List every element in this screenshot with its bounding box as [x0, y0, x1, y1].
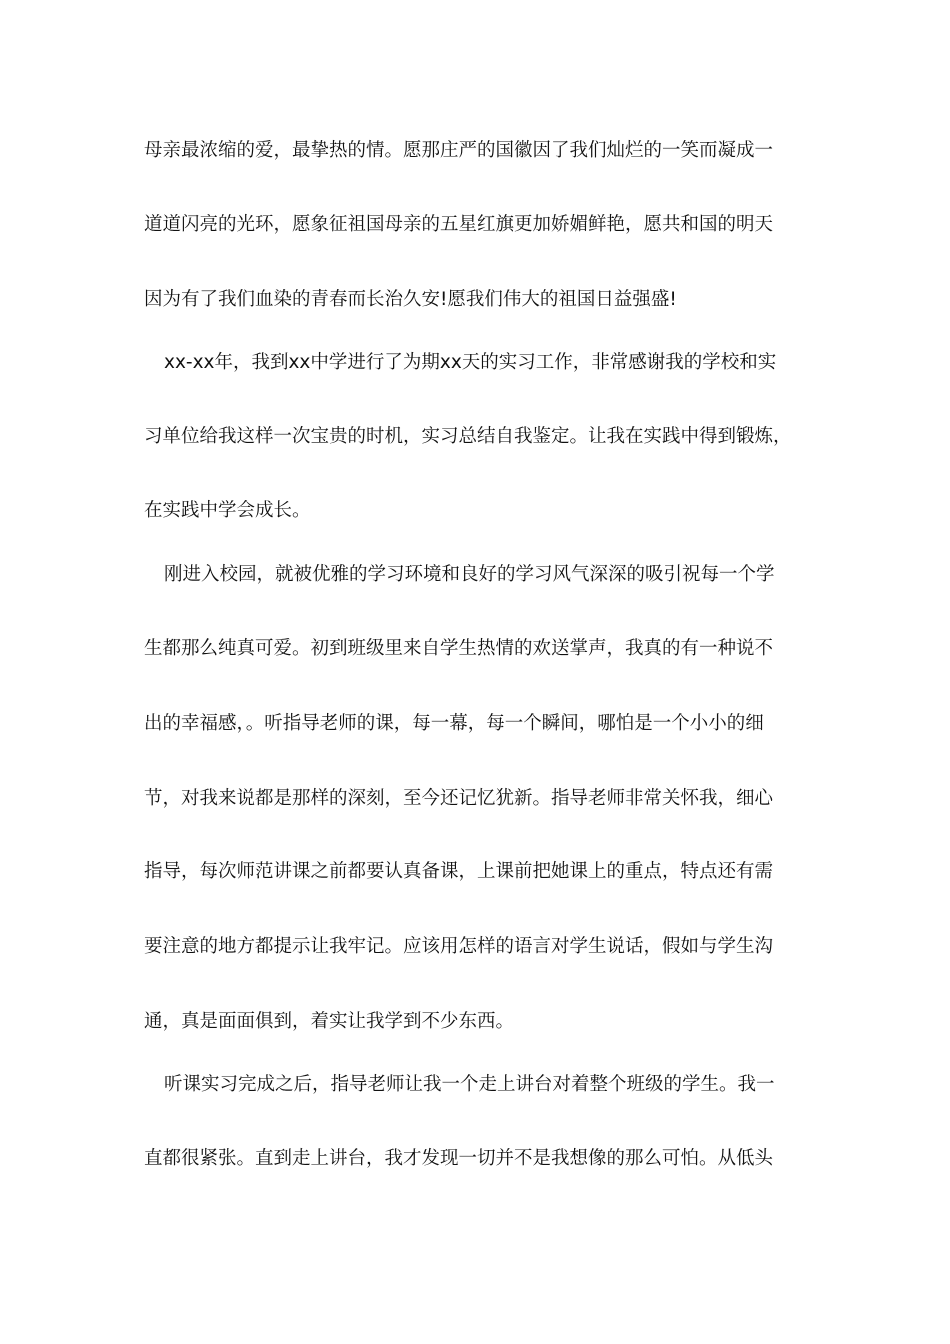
text-line: 习单位给我这样一次宝贵的时机，实习总结自我鉴定。让我在实践中得到锻炼， — [144, 426, 792, 447]
text-line: xx-xx年，我到xx中学进行了为期xx天的实习工作，非常感谢我的学校和实 — [164, 352, 777, 373]
text-line: 因为有了我们血染的青春而长治久安!愿我们伟大的祖国日益强盛! — [144, 289, 677, 310]
text-line: 指导，每次师范讲课之前都要认真备课，上课前把她课上的重点，特点还有需 — [144, 861, 774, 882]
text-line: 生都那么纯真可爱。初到班级里来自学生热情的欢送掌声，我真的有一种说不 — [144, 638, 774, 659]
text-line: 在实践中学会成长。 — [144, 500, 311, 521]
text-line: 刚进入校园，就被优雅的学习环境和良好的学习风气深深的吸引祝每一个学 — [164, 564, 775, 585]
text-line: 节，对我来说都是那样的深刻，至今还记忆犹新。指导老师非常关怀我，细心 — [144, 788, 774, 809]
text-line: 出的幸福感，。听指导老师的课，每一幕，每一个瞬间，哪怕是一个小小的细 — [144, 713, 764, 734]
text-line: 直都很紧张。直到走上讲台，我才发现一切并不是我想像的那么可怕。从低头 — [144, 1148, 774, 1169]
text-line: 道道闪亮的光环，愿象征祖国母亲的五星红旗更加娇媚鲜艳，愿共和国的明天 — [144, 214, 774, 235]
text-line: 听课实习完成之后，指导老师让我一个走上讲台对着整个班级的学生。我一 — [164, 1074, 775, 1095]
text-line: 要注意的地方都提示让我牢记。应该用怎样的语言对学生说话，假如与学生沟 — [144, 936, 774, 957]
text-line: 通，真是面面俱到，着实让我学到不少东西。 — [144, 1011, 515, 1032]
text-line: 母亲最浓缩的爱，最挚热的情。愿那庄严的国徽因了我们灿烂的一笑而凝成一 — [144, 140, 774, 161]
